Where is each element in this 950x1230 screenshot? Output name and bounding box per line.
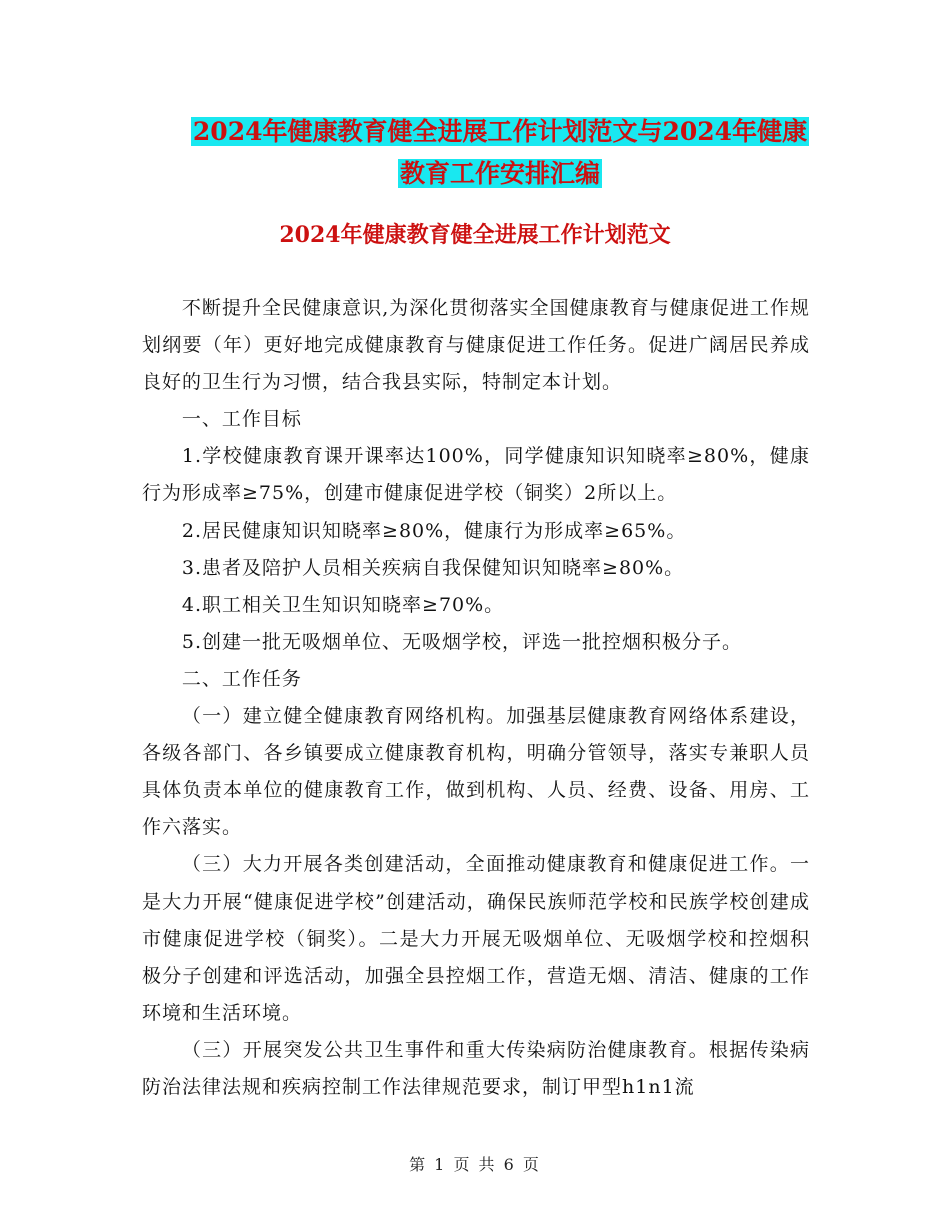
document-title-line-1 — [120, 110, 880, 154]
goal-item-2: 2.居民健康知识知晓率≥80%，健康行为形成率≥65%。 — [181, 519, 687, 542]
document-body — [142, 290, 810, 1106]
task-paragraph-1: （一）建立健全健康教育网络机构。加强基层健康教育网络体系建设，各级各部门、各乡镇要成立健康教育机构，明确分管领导，落实专兼职人员具体负责本单位的健康教育工作，做到机构、人员、经费、设备、用房、工作六落实。 — [142, 705, 810, 839]
goal-item-3: 3.患者及陪护人员相关疾病自我保健知识知晓率≥80%。 — [181, 556, 685, 579]
document-title-line-2 — [120, 152, 880, 196]
document-title-text-2: 教育工作安排汇编 — [399, 159, 600, 188]
section-title: 2024年健康教育健全进展工作计划范文 — [279, 222, 671, 248]
task-paragraph-3: （三）开展突发公共卫生事件和重大传染病防治健康教育。根据传染病防治法律法规和疾病控制工作法律规范要求，制订甲型h1n1流 — [142, 1038, 810, 1098]
document-title-text-1: 2024年健康教育健全进展工作计划范文与2024年健康 — [192, 117, 808, 146]
intro-paragraph: 不断提升全民健康意识,为深化贯彻落实全国健康教育与健康促进工作规划纲要（年）更好地完成健康教育与健康促进工作任务。促进广阔居民养成良好的卫生行为习惯，结合我县实际，特制定本计划。 — [142, 297, 810, 394]
task-paragraph-2: （三）大力开展各类创建活动，全面推动健康教育和健康促进工作。一是大力开展“健康促进学校”创建活动，确保民族师范学校和民族学校创建成市健康促进学校（铜奖）。二是大力开展无吸烟单位、无吸烟学校和控烟积极分子创建和评选活动，加强全县控烟工作，营造无烟、清洁、健康的工作环境和生活环境。 — [142, 853, 810, 1024]
heading-work-goals: 一、工作目标 — [181, 408, 302, 431]
goal-item-4: 4.职工相关卫生知识知晓率≥70%。 — [181, 593, 505, 616]
goal-item-5: 5.创建一批无吸烟单位、无吸烟学校，评选一批控烟积极分子。 — [181, 630, 743, 653]
goal-item-1: 1.学校健康教育课开课率达100%，同学健康知识知晓率≥80%，健康行为形成率≥75%，创建市健康促进学校（铜奖）2所以上。 — [142, 445, 810, 505]
heading-work-tasks: 二、工作任务 — [181, 667, 302, 690]
page-number-footer: 第 1 页 共 6 页 — [409, 1155, 541, 1174]
